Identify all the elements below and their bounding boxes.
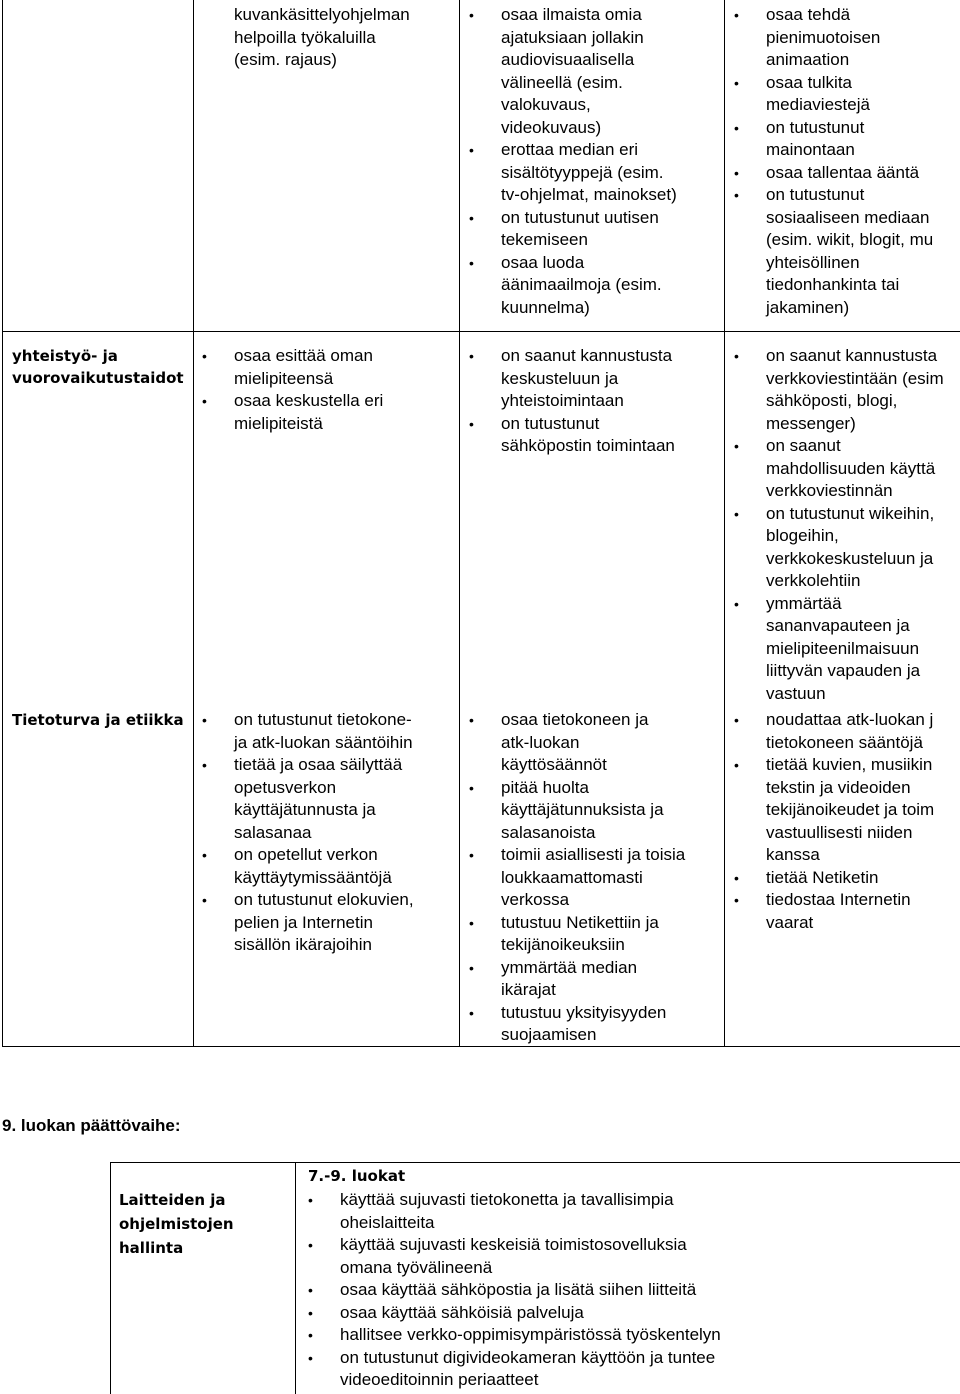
bullet-icon: • xyxy=(469,209,474,226)
bullet-icon: • xyxy=(734,74,739,91)
text-line: vaarat xyxy=(766,912,814,932)
text-line: osaa tietokoneen ja xyxy=(501,710,649,729)
text-line: on tutustunut xyxy=(501,413,600,433)
list-item xyxy=(469,139,677,207)
text-line: Laitteiden ja xyxy=(119,1191,226,1209)
text-line: hallitsee verkko-oppimisympäristössä työskentelyn xyxy=(340,1325,721,1344)
bullet-icon: • xyxy=(734,187,739,203)
text-line: käyttäjätunnusta ja xyxy=(234,800,376,819)
text-line: tutustuu yksityisyyden xyxy=(501,1002,667,1022)
bullet-icon: • xyxy=(469,142,474,158)
list-item xyxy=(469,957,685,1002)
text-line: on tutustunut digivideokameran käyttöön ja tuntee xyxy=(340,1347,716,1367)
text-line: osaa keskustella eri xyxy=(234,391,384,410)
text-line: tekijänoikeuksiin xyxy=(501,935,625,954)
table-border xyxy=(295,1162,296,1394)
text-line: on tutustunut elokuvien, xyxy=(234,890,414,909)
text-line: osaa tallentaa ääntä xyxy=(766,162,920,182)
text-line: omana työvälineenä xyxy=(340,1257,493,1277)
table-border xyxy=(2,0,3,1047)
text-line: kuvankäsittelyohjelman xyxy=(234,5,410,24)
text-line: sananvapauteen ja xyxy=(766,616,910,635)
row-heading-collaboration xyxy=(12,345,184,389)
text-line: on tutustunut xyxy=(766,185,865,204)
text-line: blogeihin, xyxy=(766,526,839,545)
list-item xyxy=(202,754,414,844)
text-line: sisällön ikärajoihin xyxy=(234,935,372,954)
text-line: tutustuu Netikettiin ja xyxy=(501,912,659,932)
bullet-icon: • xyxy=(308,1327,313,1343)
text-line: käyttäytymissääntöjä xyxy=(234,867,392,887)
text-line: sähköpostin toimintaan xyxy=(501,436,675,455)
bullet-icon: • xyxy=(734,164,739,181)
list-item xyxy=(734,889,934,934)
table-border xyxy=(724,0,725,1047)
text-line: tietää ja osaa säilyttää xyxy=(234,755,403,774)
list-item xyxy=(202,390,384,435)
text-line: yhteistoimintaan xyxy=(501,391,624,410)
text-line: ymmärtää xyxy=(766,593,842,613)
list-item xyxy=(469,4,677,139)
text-line: opetusverkon xyxy=(234,777,337,797)
table-border xyxy=(110,1162,111,1394)
list-item xyxy=(734,4,933,72)
text-line: vuorovaikutustaidot xyxy=(12,369,184,387)
bullet-icon: • xyxy=(469,1004,474,1021)
bullet-icon: • xyxy=(469,712,474,728)
text-line: erottaa median eri xyxy=(501,140,639,159)
text-line: sähköposti, blogi, xyxy=(766,391,898,410)
text-line: ja atk-luokan sääntöihin xyxy=(234,732,413,752)
text-line: sisältötyyppejä (esim. xyxy=(501,162,664,182)
bullet-icon: • xyxy=(469,254,474,271)
text-line: ohjelmistojen xyxy=(119,1215,234,1233)
bullet-icon: • xyxy=(308,1282,313,1298)
text-line: osaa esittää oman xyxy=(234,346,373,365)
text-line: on saanut kannustusta xyxy=(766,346,938,365)
bullet-icon: • xyxy=(734,757,739,773)
row2-col3 xyxy=(734,709,935,934)
list-item xyxy=(734,162,933,185)
bullet-icon: • xyxy=(734,712,739,728)
grade-items xyxy=(308,1189,721,1392)
bullet-icon: • xyxy=(734,595,739,612)
list-item xyxy=(734,593,944,706)
row-heading-security-ethics xyxy=(12,709,184,731)
list-item xyxy=(469,345,675,413)
list-item xyxy=(469,709,685,777)
text-line: käyttösäännöt xyxy=(501,755,607,774)
row-heading-devices-software xyxy=(119,1188,234,1260)
text-line: tietokoneen sääntöjä xyxy=(766,732,923,752)
bullet-icon: • xyxy=(202,892,207,908)
text-line: pitää huolta xyxy=(501,777,589,797)
text-line: on opetellut verkon xyxy=(234,845,378,864)
text-line: kuunnelma) xyxy=(501,297,590,317)
list-item xyxy=(469,252,677,320)
row2-col2 xyxy=(469,709,686,1047)
text-line: yhteisöllinen xyxy=(766,252,860,272)
text-line: osaa ilmaista omia xyxy=(501,5,642,24)
text-line: salasanoista xyxy=(501,822,596,842)
list-item xyxy=(469,207,677,252)
bullet-icon: • xyxy=(469,959,474,976)
text-line: osaa luoda xyxy=(501,252,585,272)
text-line: on tutustunut xyxy=(766,117,865,137)
list-item xyxy=(734,435,944,503)
row1-col1 xyxy=(202,345,384,435)
list-item xyxy=(202,345,383,390)
text-line: osaa käyttää sähköpostia ja lisätä siihen liitteitä xyxy=(340,1280,697,1299)
list-item xyxy=(202,709,414,754)
text-line: ikärajat xyxy=(501,980,556,999)
text-line: pienimuotoisen xyxy=(766,27,881,47)
bullet-icon: • xyxy=(469,7,474,23)
text-line: on tutustunut wikeihin, xyxy=(766,503,935,523)
text-line: osaa tehdä xyxy=(766,5,851,24)
text-line: mediaviestejä xyxy=(766,95,870,114)
text-line: mahdollisuuden käyttä xyxy=(766,458,936,478)
list-item xyxy=(469,1002,685,1047)
bullet-icon: • xyxy=(202,393,207,409)
list-item xyxy=(734,754,935,867)
bullet-icon: • xyxy=(734,438,739,454)
list-item xyxy=(469,413,675,458)
row2-col1 xyxy=(202,709,414,957)
text-line: loukkaamattomasti xyxy=(501,867,643,887)
bullet-icon: • xyxy=(202,847,207,863)
table-border xyxy=(459,0,460,1047)
text-line: pelien ja Internetin xyxy=(234,912,373,932)
list-item xyxy=(308,1189,721,1234)
bullet-icon: • xyxy=(308,1192,313,1208)
text-line: (esim. wikit, blogit, mu xyxy=(766,230,934,249)
list-item xyxy=(734,709,934,754)
text-line: hallinta xyxy=(119,1239,184,1257)
text-line: Tietoturva ja etiikka xyxy=(12,711,184,729)
text-line: ajatuksiaan jollakin xyxy=(501,27,644,47)
bullet-icon: • xyxy=(734,505,739,522)
text-line: mielipiteistä xyxy=(234,413,323,433)
text-line: sosiaaliseen mediaan xyxy=(766,207,930,227)
list-item xyxy=(308,1324,721,1347)
list-item xyxy=(202,889,414,957)
text-line: käyttäjätunnuksista ja xyxy=(501,800,664,819)
list-item xyxy=(202,844,414,889)
list-item xyxy=(734,503,944,593)
bullet-icon: • xyxy=(202,712,207,728)
text-line: liittyvän vapauden ja xyxy=(766,661,921,680)
bullet-icon: • xyxy=(734,348,739,364)
text-line: yhteistyö- ja xyxy=(12,347,118,365)
bullet-icon: • xyxy=(734,119,739,136)
text-line: on saanut kannustusta xyxy=(501,346,673,365)
bullet-icon: • xyxy=(308,1349,313,1366)
grade-label: 7.-9. luokat xyxy=(308,1167,406,1185)
list-item xyxy=(469,777,685,845)
list-item xyxy=(469,844,686,912)
curriculum-table xyxy=(2,0,960,1047)
text-line: audiovisuaalisella xyxy=(501,50,635,69)
text-line: tiedostaa Internetin xyxy=(766,890,911,909)
text-line: verkkokeskusteluun ja xyxy=(766,548,934,568)
text-line: helpoilla työkaluilla xyxy=(234,27,376,47)
text-line: atk-luokan xyxy=(501,732,580,752)
row0-col1 xyxy=(234,4,410,72)
section-title: 9. luokan päättövaihe: xyxy=(2,1116,181,1135)
text-line: on tutustunut uutisen xyxy=(501,207,659,227)
list-item xyxy=(734,345,944,435)
text-line: verkkolehtiin xyxy=(766,571,861,590)
text-line: oheislaitteita xyxy=(340,1212,435,1232)
table-border xyxy=(110,1162,960,1163)
bullet-icon: • xyxy=(469,348,474,364)
list-item xyxy=(308,1302,721,1325)
list-item xyxy=(308,1279,721,1302)
text-line: keskusteluun ja xyxy=(501,368,619,388)
text-line: mielipiteenilmaisuun xyxy=(766,638,920,658)
bullet-icon: • xyxy=(202,757,207,773)
list-item xyxy=(308,1347,721,1392)
text-line: on saanut xyxy=(766,436,841,455)
grade-table xyxy=(110,1162,960,1394)
text-line: messenger) xyxy=(766,413,856,433)
text-line: tietää kuvien, musiikin xyxy=(766,755,933,774)
bullet-icon: • xyxy=(469,779,474,796)
list-item xyxy=(469,912,685,957)
list-item xyxy=(734,184,934,319)
row0-col2 xyxy=(469,4,677,319)
bullet-icon: • xyxy=(469,415,474,432)
table-border xyxy=(2,331,960,332)
list-item xyxy=(734,72,933,117)
text-line: mielipiteensä xyxy=(234,368,334,388)
row1-col2 xyxy=(469,345,675,458)
text-line: tv-ohjelmat, mainokset) xyxy=(501,185,677,204)
text-line: vastuun xyxy=(766,683,826,703)
bullet-icon: • xyxy=(734,869,739,886)
table-border xyxy=(2,1046,960,1047)
bullet-icon: • xyxy=(734,892,739,908)
list-item xyxy=(734,867,934,890)
bullet-icon: • xyxy=(308,1237,313,1253)
text-line: suojaamisen xyxy=(501,1025,597,1044)
text-line: tietää Netiketin xyxy=(766,867,879,887)
text-line: valokuvaus, xyxy=(501,95,591,114)
text-line: tekijänoikeudet ja toim xyxy=(766,800,935,819)
text-line: osaa tulkita xyxy=(766,72,852,92)
text-line: tiedonhankinta tai xyxy=(766,275,900,294)
list-item xyxy=(308,1234,721,1279)
text-line: äänimaailmoja (esim. xyxy=(501,275,662,294)
text-line: noudattaa atk-luokan j xyxy=(766,710,934,729)
text-line: mainontaan xyxy=(766,140,855,159)
bullet-icon: • xyxy=(469,847,474,863)
bullet-icon: • xyxy=(308,1304,313,1321)
text-line: salasanaa xyxy=(234,822,312,842)
text-line: vastuullisesti niiden xyxy=(766,822,913,842)
row1-col3 xyxy=(734,345,944,705)
text-line: on tutustunut tietokone- xyxy=(234,710,412,729)
bullet-icon: • xyxy=(469,914,474,931)
bullet-icon: • xyxy=(202,348,207,364)
row0-col3 xyxy=(734,4,934,319)
text-line: käyttää sujuvasti tietokonetta ja tavallisimpia xyxy=(340,1190,674,1209)
text-line: verkossa xyxy=(501,890,570,909)
text-line: välineellä (esim. xyxy=(501,72,623,92)
bullet-icon: • xyxy=(734,7,739,23)
table-border xyxy=(193,0,194,1047)
text-line: (esim. rajaus) xyxy=(234,50,337,69)
text-line: ymmärtää median xyxy=(501,957,638,977)
text-line: animaation xyxy=(766,50,850,69)
text-line: jakaminen) xyxy=(766,297,850,317)
text-line: videoeditoinnin periaatteet xyxy=(340,1370,539,1389)
text-line: käyttää sujuvasti keskeisiä toimistosovelluksia xyxy=(340,1235,687,1254)
text-line: verkkoviestinnän xyxy=(766,481,893,500)
text-line: toimii asiallisesti ja toisia xyxy=(501,845,686,864)
text-line: videokuvaus) xyxy=(501,117,602,137)
text-line: osaa käyttää sähköisiä palveluja xyxy=(340,1302,584,1322)
text-line: tekemiseen xyxy=(501,230,588,249)
list-item xyxy=(734,117,933,162)
text-line: verkkoviestintään (esim xyxy=(766,368,944,388)
text-line: tekstin ja videoiden xyxy=(766,777,911,797)
text-line: kanssa xyxy=(766,845,820,864)
